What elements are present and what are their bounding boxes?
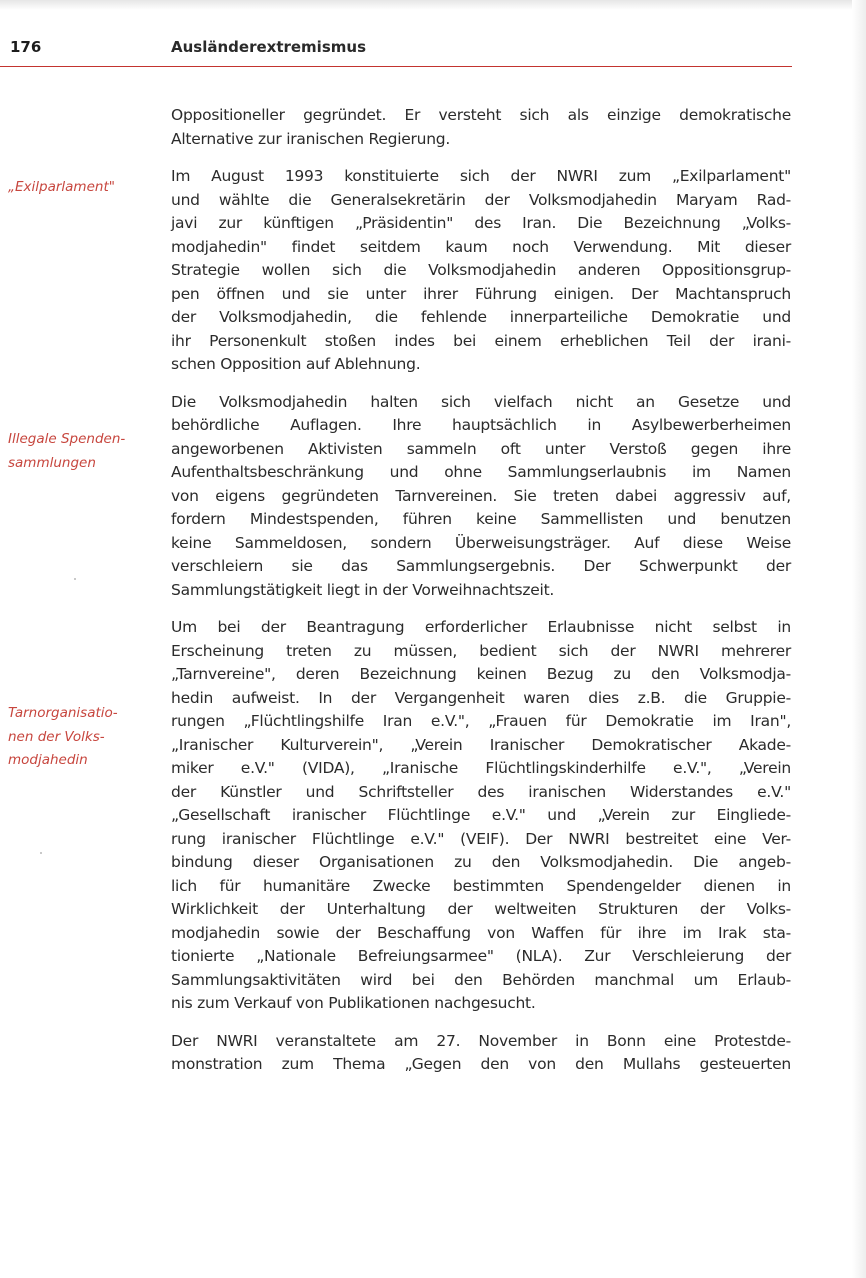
page-top-shadow: [0, 0, 866, 10]
text-line: Sammlungstätigkeit liegt in der Vorweihnachtszeit.: [171, 580, 555, 599]
header-rule: [0, 66, 792, 67]
text-line: der Volksmodjahedin, die fehlende innerparteiliche Demokratie und: [171, 308, 791, 326]
page-number: 176: [10, 38, 42, 56]
text-line: javi zur künftigen „Präsidentin" des Iran. Die Bezeichnung „Volks-: [171, 214, 791, 232]
running-head: Ausländerextremismus: [171, 38, 366, 56]
text-line: Strategie wollen sich die Volksmodjahedin anderen Oppositionsgrup-: [171, 261, 791, 279]
text-line: Sammlungsaktivitäten wird bei den Behörden manchmal um Erlaub-: [171, 970, 791, 989]
text-line: Aufenthaltsbeschränkung und ohne Sammlungserlaubnis im Namen: [171, 463, 791, 481]
text-line: hedin aufweist. In der Vergangenheit waren dies z.B. die Gruppie-: [171, 688, 791, 707]
text-line: Erscheinung treten zu müssen, bedient sich der NWRI mehrerer: [171, 641, 791, 660]
margin-note-spenden: [8, 428, 158, 475]
paragraph-2: [171, 165, 791, 377]
margin-note-line: Tarnorganisatio-: [8, 705, 118, 721]
text-line: schen Opposition auf Ablehnung.: [171, 355, 421, 373]
text-line: angeworbenen Aktivisten sammeln oft unter Verstoß gegen ihre: [171, 439, 791, 458]
text-line: Alternative zur iranischen Regierung.: [171, 129, 451, 148]
text-line: Um bei der Beantragung erforderlicher Erlaubnisse nicht selbst in: [171, 618, 791, 636]
text-line: „Tarnvereine", deren Bezeichnung keinen Bezug zu den Volksmodja-: [171, 665, 791, 683]
paragraph-4: [171, 616, 791, 1016]
text-line: fordern Mindestspenden, führen keine Sammellisten und benutzen: [171, 510, 791, 528]
text-line: behördliche Auflagen. Ihre hauptsächlich in Asylbewerberheimen: [171, 416, 791, 434]
text-line: Oppositioneller gegründet. Er versteht sich als einzige demokratische: [171, 106, 791, 124]
text-line: tionierte „Nationale Befreiungsarmee" (NLA). Zur Verschleierung der: [171, 947, 791, 965]
paragraph-3: [171, 391, 791, 603]
text-line: Im August 1993 konstituierte sich der NWRI zum „Exilparlament": [171, 167, 791, 185]
text-line: verschleiern sie das Sammlungsergebnis. Der Schwerpunkt der: [171, 557, 791, 575]
text-line: von eigens gegründeten Tarnvereinen. Sie treten dabei aggressiv auf,: [171, 486, 791, 505]
margin-note-line: Illegale Spenden-: [8, 431, 126, 447]
paragraph-5: [171, 1030, 791, 1077]
text-line: monstration zum Thema „Gegen den von den Mullahs gesteuerten: [171, 1055, 791, 1073]
margin-note-tarn: [8, 702, 158, 773]
text-line: miker e.V." (VIDA), „Iranische Flüchtlingskinderhilfe e.V.", „Verein: [171, 759, 791, 777]
scan-speck: [74, 578, 76, 580]
body-text-column: [171, 104, 791, 1077]
text-line: der Künstler und Schriftsteller des iranischen Widerstandes e.V.": [171, 782, 791, 801]
text-line: ihr Personenkult stoßen indes bei einem erheblichen Teil der irani-: [171, 331, 791, 350]
margin-note-exilparlament: [8, 176, 158, 200]
text-line: Der NWRI veranstaltete am 27. November in Bonn eine Protestde-: [171, 1031, 791, 1050]
text-line: modjahedin" findet seitdem kaum noch Verwendung. Mit dieser: [171, 237, 791, 256]
text-line: keine Sammeldosen, sondern Überweisungsträger. Auf diese Weise: [171, 533, 791, 552]
margin-note-line: modjahedin: [8, 752, 88, 768]
text-line: modjahedin sowie der Beschaffung von Waffen für ihre im Irak sta-: [171, 923, 791, 942]
text-line: pen öffnen und sie unter ihrer Führung einigen. Der Machtanspruch: [171, 284, 791, 303]
page-header: [10, 38, 790, 66]
text-line: rungen „Flüchtlingshilfe Iran e.V.", „Frauen für Demokratie im Iran",: [171, 712, 791, 730]
text-line: Wirklichkeit der Unterhaltung der weltweiten Strukturen der Volks-: [171, 900, 791, 918]
text-line: Die Volksmodjahedin halten sich vielfach nicht an Gesetze und: [171, 392, 791, 411]
text-line: bindung dieser Organisationen zu den Volksmodjahedin. Die angeb-: [171, 853, 791, 871]
text-line: lich für humanitäre Zwecke bestimmten Spendengelder dienen in: [171, 876, 791, 895]
margin-note-line: sammlungen: [8, 454, 96, 471]
text-line: rung iranischer Flüchtlinge e.V." (VEIF). Der NWRI bestreitet eine Ver-: [171, 829, 791, 848]
text-line: nis zum Verkauf von Publikationen nachgesucht.: [171, 994, 536, 1012]
text-line: und wählte die Generalsekretärin der Volksmodjahedin Maryam Rad-: [171, 190, 791, 209]
page-right-edge: [852, 0, 866, 1278]
text-line: „Gesellschaft iranischer Flüchtlinge e.V." und „Verein zur Eingliede-: [171, 806, 791, 824]
scan-speck: [40, 852, 42, 854]
margin-note-line: „Exilparlament": [8, 179, 115, 195]
text-line: „Iranischer Kulturverein", „Verein Iranischer Demokratischer Akade-: [171, 735, 791, 754]
margin-note-line: nen der Volks-: [8, 728, 105, 745]
paragraph-1: [171, 104, 791, 151]
